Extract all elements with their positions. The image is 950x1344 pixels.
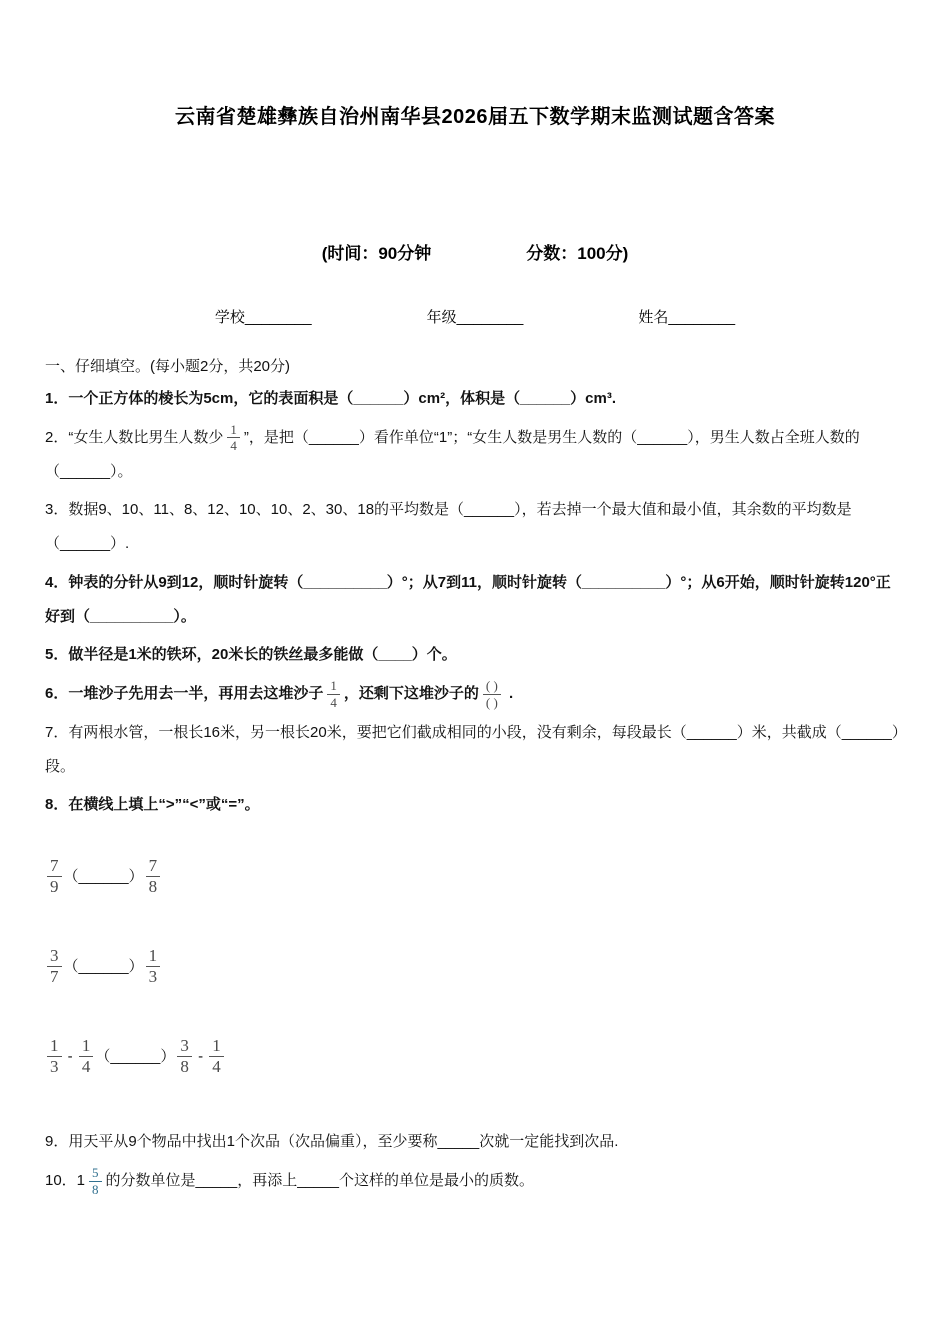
- grade-blank: 年级________: [426, 309, 524, 326]
- question-1: 1．一个正方体的棱长为5cm，它的表面积是（______）cm²，体积是（______）cm³.: [45, 390, 616, 407]
- score-label: 分数：100分): [526, 244, 629, 263]
- question-8-compare-3: $\frac{1}{3}$ - $\frac{1}{4}$ （______） $\frac{3}{8}$ - $\frac{1}{4}$: [45, 1036, 905, 1078]
- fraction: $\frac{7}{8}$: [146, 856, 161, 898]
- question-6: 6．一堆沙子先用去一半，再用去这堆沙子 $\frac{1}{4}$ ，还剩下这堆沙子的 $\frac{( )}{( )}$ .: [45, 677, 514, 710]
- question-7: 7．有两根水管，一根长16米，另一根长20米，要把它们截成相同的小段，没有剩余，每段最长（______）米，共截成（______）段。: [45, 723, 900, 775]
- time-score-line: [45, 239, 905, 264]
- question-9: 9．用天平从9个物品中找出1个次品（次品偏重），至少要称_____次就一定能找到次品.: [45, 1133, 619, 1151]
- question-3: 3．数据9、10、11、8、12、10、10、2、30、18的平均数是（______），若去掉一个最大值和最小值，其余数的平均数是（______）.: [45, 501, 852, 552]
- section-heading: 一、仔细填空。(每小题2分，共20分): [45, 358, 291, 375]
- question-10: 10．1 $\frac{5}{8}$ 的分数单位是_____，再添上_____个这样的单位是最小的质数。: [45, 1165, 534, 1197]
- fraction: $\frac{1}{4}$: [209, 1036, 224, 1078]
- fraction: $\frac{1}{4}$: [327, 678, 340, 710]
- question-8: 8．在横线上填上“>”“<”或“=”。: [45, 796, 260, 814]
- question-2: 2．“女生人数比男生人数少 $\frac{1}{4}$ ”，是把（______）看作单位“1”；“女生人数是男生人数的（______），男生人数占全班人数的（______）。: [45, 421, 860, 480]
- name-blank: 姓名________: [638, 309, 736, 326]
- fraction: $\frac{1}{3}$: [47, 1036, 62, 1078]
- fraction: $\frac{( )}{( )}$: [483, 678, 501, 710]
- fraction: $\frac{1}{4}$: [227, 422, 240, 454]
- question-list: [45, 382, 905, 1198]
- fraction: $\frac{5}{8}$: [89, 1165, 102, 1197]
- fraction: $\frac{3}{8}$: [177, 1036, 192, 1078]
- fraction: $\frac{7}{9}$: [47, 856, 62, 898]
- school-blank: 学校________: [214, 309, 312, 326]
- question-4: 4．钟表的分针从9到12，顺时针旋转（__________）°；从7到11，顺时针旋转（__________）°；从6开始，顺时针旋转120°正好到（__________）。: [45, 573, 891, 625]
- question-8-compare-1: $\frac{7}{9}$ （______） $\frac{7}{8}$: [45, 856, 905, 898]
- page-title: 云南省楚雄彝族自治州南华县2026届五下数学期末监测试题含答案: [175, 106, 775, 128]
- time-label: (时间：90分钟: [321, 244, 432, 263]
- question-5: 5．做半径是1米的铁环，20米长的铁丝最多能做（____）个。: [45, 646, 457, 664]
- question-8-compare-2: $\frac{3}{7}$ （______） $\frac{1}{3}$: [45, 946, 905, 988]
- fraction: $\frac{1}{3}$: [146, 946, 161, 988]
- fraction: $\frac{3}{7}$: [47, 946, 62, 988]
- fraction: $\frac{1}{4}$: [79, 1036, 94, 1078]
- student-info-line: [45, 306, 905, 327]
